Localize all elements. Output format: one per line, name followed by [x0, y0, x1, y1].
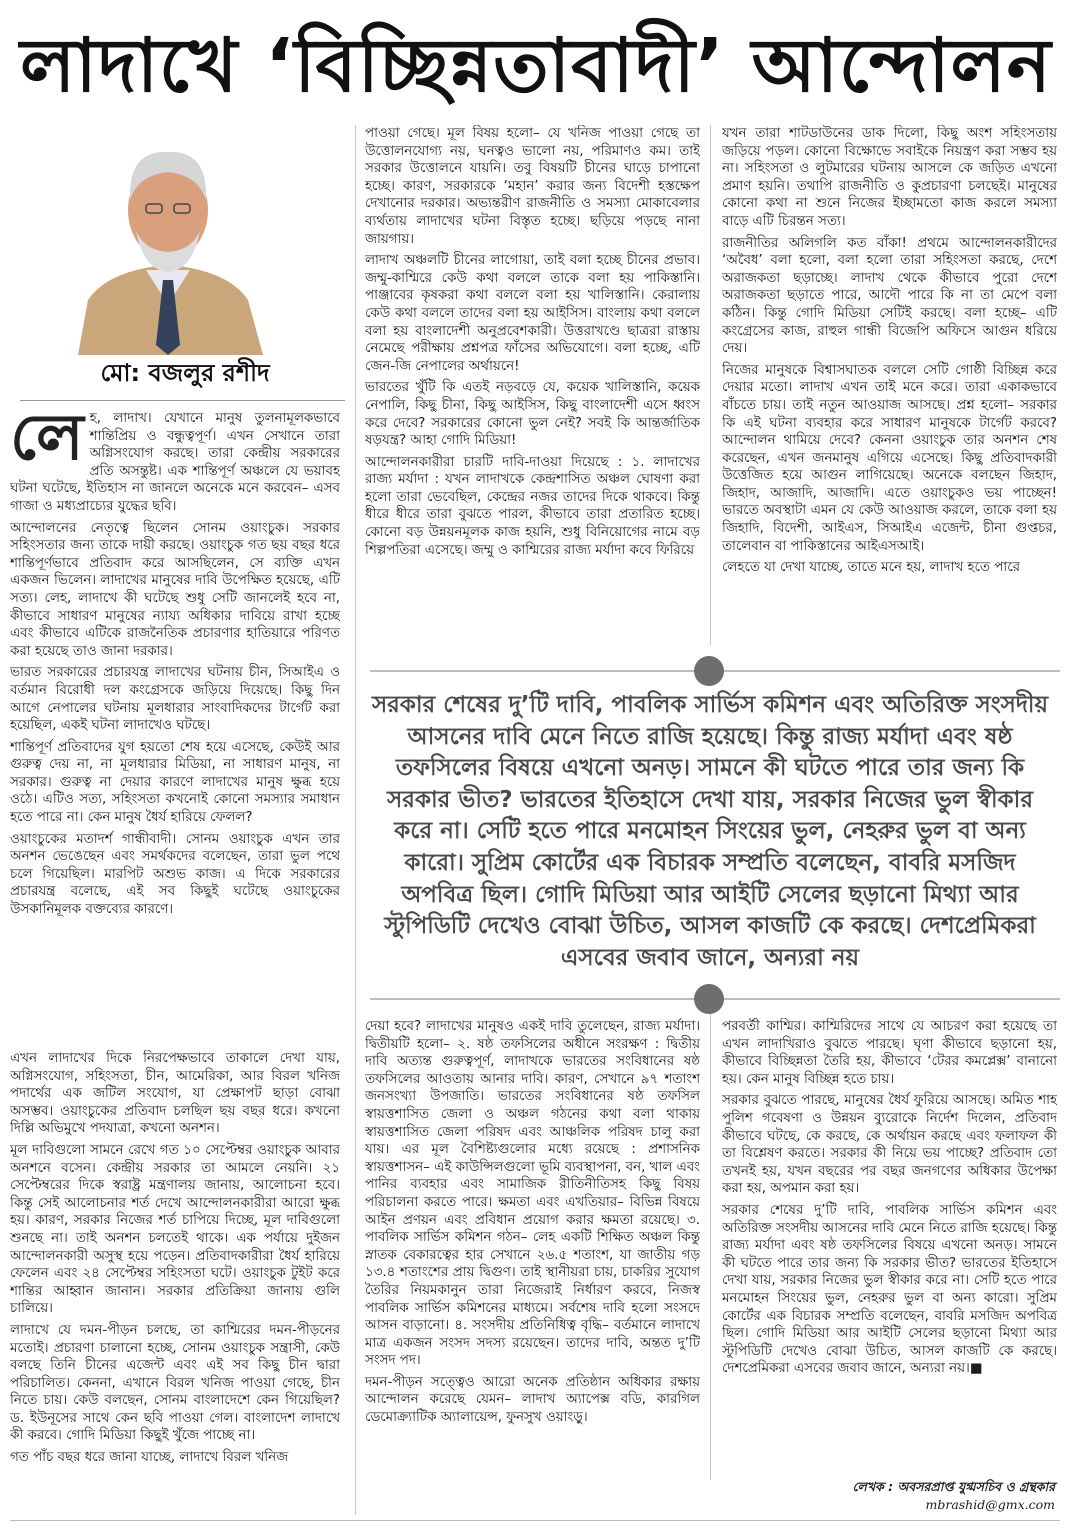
pull-quote: সরকার শেষের দু’টি দাবি, পাবলিক সার্ভিস কমিশন এবং অতিরিক্ত সংসদীয় আসনের দাবি মেনে নিতে রাজি হয়েছে। কিন্তু রাজ্য মর্যাদা এবং ষষ্ঠ তফসিলের বিষয়ে এখনো অনড়। সামনে কী ঘটতে পারে তার জন্য কি সরকার ভীত? ভারতের ইতিহাসে দেখা যায়, সরকার নিজের ভুল স্বীকার করে না। সেটি হতে পারে মনমোহন সিংয়ের ভুল, নেহরুর ভুল বা অন্য কারো। সুপ্রিম কোর্টের এক বিচারক সম্প্রতি বলেছেন, বাবরি মসজিদ অপবিত্র ছিল। গোদি মিডিয়া আর আইটি সেলের ছড়ানো মিথ্যা আর স্টুপিডিটি দেখেও বোঝা উচিত, আসল কাজটি কে করছে। দেশপ্রেমিকরা এসবের জবাব জানে, অন্যরা নয়: [371, 692, 1049, 971]
paragraph: ভারতের খুঁটি কি এতই নড়বড়ে যে, কয়েক খালিস্তানি, কয়েক নেপালি, কিছু চীনা, কিছু আইসিস, কিছু বাংলাদেশী এসে ধ্বংস করে দেবে? সরকারের কোনো ভুল নেই? সবই কি আন্তর্জাতিক ষড়যন্ত্র? আহা গোদি মিডিয়া!: [365, 380, 700, 449]
column-divider: [355, 645, 356, 1010]
paragraph: ওয়াংচুকের মতাদর্শ গান্ধীবাদী। সোনম ওয়াংচুক এখন তার অনশন ভেঙেছেন এবং সমর্থকদের বলেছেন, তারা ভুল পথে চলে গিয়েছিল। মারপিট অশুভ কাজ। এ দিকে সরকারের প্রচারযন্ত্র বলেছে, এই সব কিছুই ঘটেছে ওয়াংচুকের উসকানিমূলক বক্তব্যের কারণে।: [10, 831, 340, 918]
footer-rule: [10, 1520, 1060, 1521]
author-credit: [730, 1478, 1055, 1514]
column-divider: [710, 1010, 711, 1480]
paragraph: দমন-পীড়ন সত্ত্বেও আরো অনেক প্রতিষ্ঠান অধিকার রক্ষায় আন্দোলন করেছে যেমন– লাদাখ অ্যাপেক্স বডি, কারগিল ডেমোক্র্যাটিক অ্যালায়েন্স, ফুনসুখ ওয়াংড়ু।: [365, 1374, 700, 1426]
paragraph: পরবর্তী কাশ্মির। কাশ্মিরিদের সাথে যে আচরণ করা হয়েছে তা এখন লাদাখিরাও বুঝতে পারছে। ঘৃণা কীভাবে ছড়ানো হয়, কীভাবে বিচ্ছিন্নতা তৈরি হয়, কীভাবে ‘টেরর কমপ্লেক্স’ বানানো হয়। কেন মানুষ বিচ্ছিন্ন হতে চায়।: [722, 1019, 1057, 1087]
end-mark-icon: ■: [969, 1361, 983, 1377]
lead-paragraph: লেহ, লাদাখ। যেখানে মানুষ তুলনামূলকভাবে শান্তিপ্রিয় ও বন্ধুত্বপূর্ণ। এখন সেখানে তারা অগ্নিসংযোগ করছে। তারা কেন্দ্রীয় সরকারের প্রতি অসন্তুষ্ট। এক শান্তিপূর্ণ অঞ্চলে যে ভয়াবহ ঘটনা ঘটেছে, ইতিহাস না জানলে অনেকে মনে করবেন– এসব গাজা ও মধ্যপ্রাচ্যের যুদ্ধের ছবি।: [10, 410, 340, 514]
paragraph: পাওয়া গেছে। মূল বিষয় হলো– যে খনিজ পাওয়া গেছে তা উত্তোলনযোগ্য নয়, ঘনত্বও ভালো নয়, পরিমাণও কম। তাই সরকার উত্তোলনে যায়নি। তবু বিষয়টি চীনের ঘাড়ে চাপানো হচ্ছে। কারণ, সরকারকে ‘মহান’ করার জন্য বিদেশী হস্তক্ষেপ দেখানোর দরকার। অভ্যন্তরীণ রাজনীতি ও সমস্যা মোকাবেলার ব্যর্থতায় লাদাখের ঘটনা বিস্তৃত হচ্ছে। ছড়িয়ে পড়ছে নানা জায়গায়।: [365, 126, 700, 247]
byline-rule: [20, 400, 345, 401]
column-1-bottom: [10, 1050, 340, 1520]
column-divider: [710, 125, 711, 645]
page-title: লাদাখে ‘বিচ্ছিন্নতাবাদী’ আন্দোলন: [20, 23, 1052, 109]
paragraph: রাজনীতির অলিগলি কত বাঁকা! প্রথমে আন্দোলনকারীদের ‘অবৈধ’ বলা হলো, বলা হলো তারা সহিংসতা করছে, দেশে অরাজকতা ছড়াচ্ছে। লাদাখ থেকে কীভাবে পুরো দেশে অরাজকতা ছড়াতে পারে, আদৌ পারে কি না তা মেপে বলা কঠিন। কিন্তু গোদি মিডিয়া সেটিই করছে। বলা হচ্ছে– এটি কংগ্রেসের কাজ, রাহুল গান্ধী বিজেপি অফিসে আগুন ধরিয়ে দেয়।: [722, 235, 1057, 357]
column-divider: [355, 1010, 356, 1515]
paragraph: সরকার বুঝতে পারছে, মানুষের ধৈর্য ফুরিয়ে আসছে। অমিত শাহ পুলিশ গবেষণা ও উন্নয়ন ব্যুরোকে নির্দেশ দিলেন, প্রতিবাদ কীভাবে ঘটছে, কে করছে, কে অর্থায়ন করছে এবং ফলাফল কী তা বিশ্লেষণ করতে। সরকার কী নিয়ে ভয় পাচ্ছে? প্রতিবাদ তো তখনই হয়, যখন বছরের পর বছর জনগণের অধিকার উপেক্ষা করা হয়, অপমান করা হয়।: [722, 1093, 1057, 1197]
author-photo: [68, 130, 268, 355]
paragraph: যখন তারা শাটডাউনের ডাক দিলো, কিছু অংশ সহিংসতায় জড়িয়ে পড়ল। কোনো বিক্ষোভে সবাইকে নিয়ন্ত্রণ করা সম্ভব হয় না। সহিংসতা ও লুটমারের ঘটনায় আসলে কে জড়িত এখনো প্রমাণ হয়নি। তথাপি রাজনীতি ও কুপ্রচারণা চলছেই। মানুষের কোনো কথা না শুনে নিজের ইচ্ছামতো কাজ করলে সমস্যা বাড়ে এটি চিরন্তন সত্য।: [722, 126, 1057, 229]
author-designation: লেখক : অবসরপ্রাপ্ত যুগ্মসচিব ও গ্রন্থকার: [852, 1479, 1055, 1494]
paragraph: লেহতে যা দেখা যাচ্ছে, তাতে মনে হয়, লাদাখ হতে পারে: [722, 560, 1020, 576]
paragraph: আন্দোলনের নেতৃত্বে ছিলেন সোনম ওয়াংচুক। সরকার সহিংসতার জন্য তাকে দায়ী করছে। ওয়াংচুক গত ছয় বছর ধরে শান্তিপূর্ণভাবে প্রতিবাদ করে আসছিলেন, সে ব্যক্তি এখন একজন ভিলেন। লাদাখের মানুষের দাবি উপেক্ষিত হয়েছে, এটি সত্য। লেহ, লাদাখে কী ঘটেছে শুধু সেটি জানলেই হবে না, কীভাবে সাধারণ মানুষের ন্যায্য অধিকার দাবিয়ে রাখা হচ্ছে এবং কীভাবে এটিকে রাজনৈতিক প্রচারণার হাতিয়ারে পরিণত করা হয়েছে তাও জানা দরকার।: [10, 520, 340, 659]
drop-cap: লে: [10, 410, 84, 475]
paragraph: লাদাখে যে দমন-পীড়ন চলছে, তা কাশ্মিরের দমন-পীড়নের মতোই। প্রচারণা চালানো হচ্ছে, সোনম ওয়াংচুক সন্ত্রাসী, কেউ বলছে তিনি চীনের এজেন্ট এবং এই সব কিছু চীন দ্বারা পরিচালিত। কেননা, এখানে বিরল খনিজ পাওয়া গেছে, চীন নিতে চায়। কেউ বলছেন, সোনম বাংলাদেশে কেন গিয়েছিল? ড. ইউনূসের সাথে কেন ছবি পাওয়া গেল। বাংলাদেশ লাদাখে কী করবে। গোদি মিডিয়া কিছুই খুঁজে পাচ্ছে না।: [10, 1322, 340, 1444]
pull-quote-ornament-top: [694, 656, 724, 686]
paragraph: গত পাঁচ বছর ধরে জানা যাচ্ছে, লাদাখে বিরল খনিজ: [10, 1450, 289, 1466]
author-byline: মো: বজলুর রশীদ: [100, 359, 270, 387]
paragraph: ভারত সরকারের প্রচারযন্ত্র লাদাখের ঘটনায় চীন, সিআইএ ও বর্তমান বিরোধী দল কংগ্রেসকে জড়িয়ে দিয়েছে। কিছু দিন আগে নেপালের ঘটনায় মূলধারার সাংবাদিকদের টার্গেট করা হয়েছিল, একই ঘটনা লাদাখেও ঘটছে।: [10, 665, 340, 734]
paragraph: নিজের মানুষকে বিশ্বাসঘাতক বললে সেটি গোষ্ঠী বিচ্ছিন্ন করে দেয়ার মতো। লাদাখ এখন তাই মনে করে। তারা একাকভাবে বাঁচতে চায়। তাই নতুন আওয়াজ আসছে। প্রশ্ন হলো– সরকার কি এই ঘটনা ব্যবহার করে সাধারণ মানুষকে টার্গেট করবে? আন্দোলন থামিয়ে দেবে? কেননা ওয়াংচুক তার অনশন শেষ করেছেন, এখন জনমানুষ এগিয়ে এসেছে। কিছু প্রতিবাদকারী উত্তেজিত হয়ে আগুন লাগিয়েছে। অনেকে বলছেন জিহাদ, জিহাদ, আজাদি, আজাদি। এতে ওয়াংচুকও ভয় পাচ্ছেন! ভারতে অবস্থাটা এমন যে কেউ আওয়াজ করলে, তাকে বলা হয় জিহাদি, বিদেশী, আইএস, সিআইএ এজেন্ট, চীনা গুপ্তচর, তালেবান বা পাকিস্তানের আইএসআই।: [722, 362, 1057, 554]
column-2-bottom: [365, 1018, 700, 1518]
paragraph: সরকার শেষের দু’টি দাবি, পাবলিক সার্ভিস কমিশন এবং অতিরিক্ত সংসদীয় আসনের দাবি মেনে নিতে রাজি হয়েছে। কিন্তু রাজ্য মর্যাদা এবং ষষ্ঠ তফসিলের বিষয়ে এখনো অনড়। সামনে কী ঘটতে পারে তার জন্য কি সরকার ভীত? ভারতের ইতিহাসে দেখা যায়, সরকার নিজের ভুল স্বীকার করে না। সেটি হতে পারে মনমোহন সিংয়ের ভুল, নেহরুর ভুল বা অন্য কারো। সুপ্রিম কোর্টের এক বিচারক সম্প্রতি বলেছেন, বাবরি মসজিদ অপবিত্র ছিল। গোদি মিডিয়া আর আইটি সেলের ছড়ানো মিথ্যা আর স্টুপিডিটি দেখেও বোঝা উচিত, আসল কাজটি কে করছে। দেশপ্রেমিকরা এসবের জবাব জানে, অন্যরা নয়।■: [722, 1202, 1057, 1377]
column-3-top: [722, 125, 1057, 645]
column-divider: [355, 125, 356, 645]
column-1-top: [10, 410, 340, 1050]
paragraph: লাদাখ অঞ্চলটি চীনের লাগোয়া, তাই বলা হচ্ছে চীনের প্রভাব। জম্মু-কাশ্মিরে কেউ কথা বললে তাকে বলা হয় পাকিস্তানি। পাঞ্জাবের কৃষকরা কথা বললে বলা হয় খালিস্তানি। কেরালায় কেউ কথা বললে তাদের বলা হয় আইসিস। বাংলায় কথা বললে বলা হয় বাংলাদেশী অনুপ্রবেশকারী। উত্তরাখণ্ডে ছাত্ররা রাস্তায় নেমেছে পরীক্ষায় প্রশ্নপত্র ফাঁসের অভিযোগে। বলা হচ্ছে, এটি জেন-জি নেপালের অর্থায়নে!: [365, 253, 700, 374]
column-3-bottom: [722, 1018, 1057, 1473]
author-portrait-icon: [68, 130, 268, 355]
paragraph: দেয়া হবে? লাদাখের মানুষও একই দাবি তুলেছেন, রাজ্য মর্যাদা। দ্বিতীয়টি হলো– ২. ষষ্ঠ তফসিলের অধীনে সংরক্ষণ : দ্বিতীয় দাবি অত্যন্ত গুরুত্বপূর্ণ, লাদাখকে ভারতের সংবিধানের ষষ্ঠ তফসিলের আওতায় আনার দাবি। কারণ, সেখানে ৯৭ শতাংশ জনসংখ্যা উপজাতি। ভারতের সংবিধানের ষষ্ঠ তফসিল স্বায়ত্তশাসিত জেলা ও অঞ্চল গঠনের কথা বলা থাকায় স্বায়ত্তশাসিত জেলা পরিষদ এবং আঞ্চলিক পরিষদ চালু করা যায়। এর মূল বৈশিষ্ট্যগুলোর মধ্যে রয়েছে : প্রশাসনিক স্বায়ত্তশাসন– এই কাউন্সিলগুলো ভূমি ব্যবস্থাপনা, বন, খাল এবং পানির ব্যবহার এবং সামাজিক রীতিনীতিসহ কিছু বিষয় পরিচালনা করতে পারে। ক্ষমতা এবং এখতিয়ার– বিভিন্ন বিষয়ে আইন প্রণয়ন এবং প্রবিধান প্রয়োগ করার ক্ষমতা রয়েছে। ৩. পাবলিক সার্ভিস কমিশন গঠন– লেহ একটি শিক্ষিত অঞ্চল কিন্তু স্নাতক বেকারত্বের হার সেখানে ২৬.৫ শতাংশ, যা জাতীয় গড় ১৩.৪ শতাংশের প্রায় দ্বিগুণ। তাই স্থানীয়রা চায়, চাকরির সুযোগ তৈরির নিয়মকানুন তারা নিজেরাই নির্ধারণ করবে, নিজস্ব পাবলিক সার্ভিস কমিশনের মাধ্যমে। সর্বশেষ দাবি হলো সংসদে আসন বাড়ানো। ৪. সংসদীয় প্রতিনিধিত্ব বৃদ্ধি– বর্তমানে লাদাখে মাত্র একজন সংসদ সদস্য রয়েছেন। তাদের দাবি, অন্তত দু’টি সংসদ পদ।: [365, 1019, 700, 1369]
paragraph: শান্তিপূর্ণ প্রতিবাদের যুগ হয়তো শেষ হয়ে এসেছে, কেউই আর গুরুত্ব দেয় না, না মূলধারার মিডিয়া, না সাধারণ মানুষ, না সরকার। গুরুত্ব না দেয়ার কারণে লাদাখের মানুষ ক্ষুব্ধ হয়ে ওঠে। এটিও সত্য, সহিংসতা কখনোই কোনো সমস্যার সমাধান হতে পারে না। কেন মানুষ ধৈর্য হারিয়ে ফেলল?: [10, 739, 340, 826]
paragraph: আন্দোলনকারীরা চারটি দাবি-দাওয়া দিয়েছে : ১. লাদাখের রাজ্য মর্যাদা : যখন লাদাখকে কেন্দ্রশাসিত অঞ্চল ঘোষণা করা হলো তারা ভেবেছিল, কেন্দ্রের নজর তাদের দিকে থাকবে। কিন্তু ধীরে ধীরে তারা বুঝতে পারল, কীভাবে তারা প্রতারিত হচ্ছে। কোনো বড় উন্নয়নমূলক কাজ হয়নি, শুধু বিনিয়োগের নামে বড় শিল্পপতিরা এসেছে। জম্মু ও কাশ্মিরের রাজ্য মর্যাদা কবে ফিরিয়ে: [365, 454, 700, 558]
paragraph: মূল দাবিগুলো সামনে রেখে গত ১০ সেপ্টেম্বর ওয়াংচুক আবার অনশনে বসেন। কেন্দ্রীয় সরকার তা আমলে নেয়নি। ২১ সেপ্টেম্বরের দিকে স্বরাষ্ট্র মন্ত্রণালয় জানায়, আলোচনা হবে। কিন্তু সেই আলোচনার শর্ত দেখে আন্দোলনকারীরা আরো ক্ষুব্ধ হয়। কারণ, সরকার নিজের শর্ত চাপিয়ে দিচ্ছে, মূল দাবিগুলো শুনছে না। তাই অনশন চলতেই থাকে। এক পর্যায়ে দুইজন আন্দোলনকারী অসুস্থ হয়ে পড়েন। প্রতিবাদকারীরা ধৈর্য হারিয়ে ফেলেন এবং ২৪ সেপ্টেম্বর সহিংসতা ঘটে। ওয়াংচুক টুইট করে শান্তির আহ্বান জানান। সরকার প্রতিক্রিয়া জানায় গুলি চালিয়ে।: [10, 1142, 340, 1317]
author-email[interactable]: mbrashid@gmx.com: [925, 1497, 1055, 1512]
paragraph: এখন লাদাখের দিকে নিরপেক্ষভাবে তাকালে দেখা যায়, অগ্নিসংযোগ, সহিংসতা, চীন, আমেরিকা, আর বিরল খনিজ পদার্থের এক জটিল সংযোগ, যা প্রেক্ষাপট ছাড়া বোঝা অসম্ভব। ওয়াংচুকের প্রতিবাদ চলছিল ছয় বছর ধরে। কখনো দিল্লি অভিমুখে পদযাত্রা, কখনো অনশন।: [10, 1051, 340, 1137]
pull-quote-ornament-bottom: [694, 984, 724, 1014]
column-2-top: [365, 125, 700, 645]
